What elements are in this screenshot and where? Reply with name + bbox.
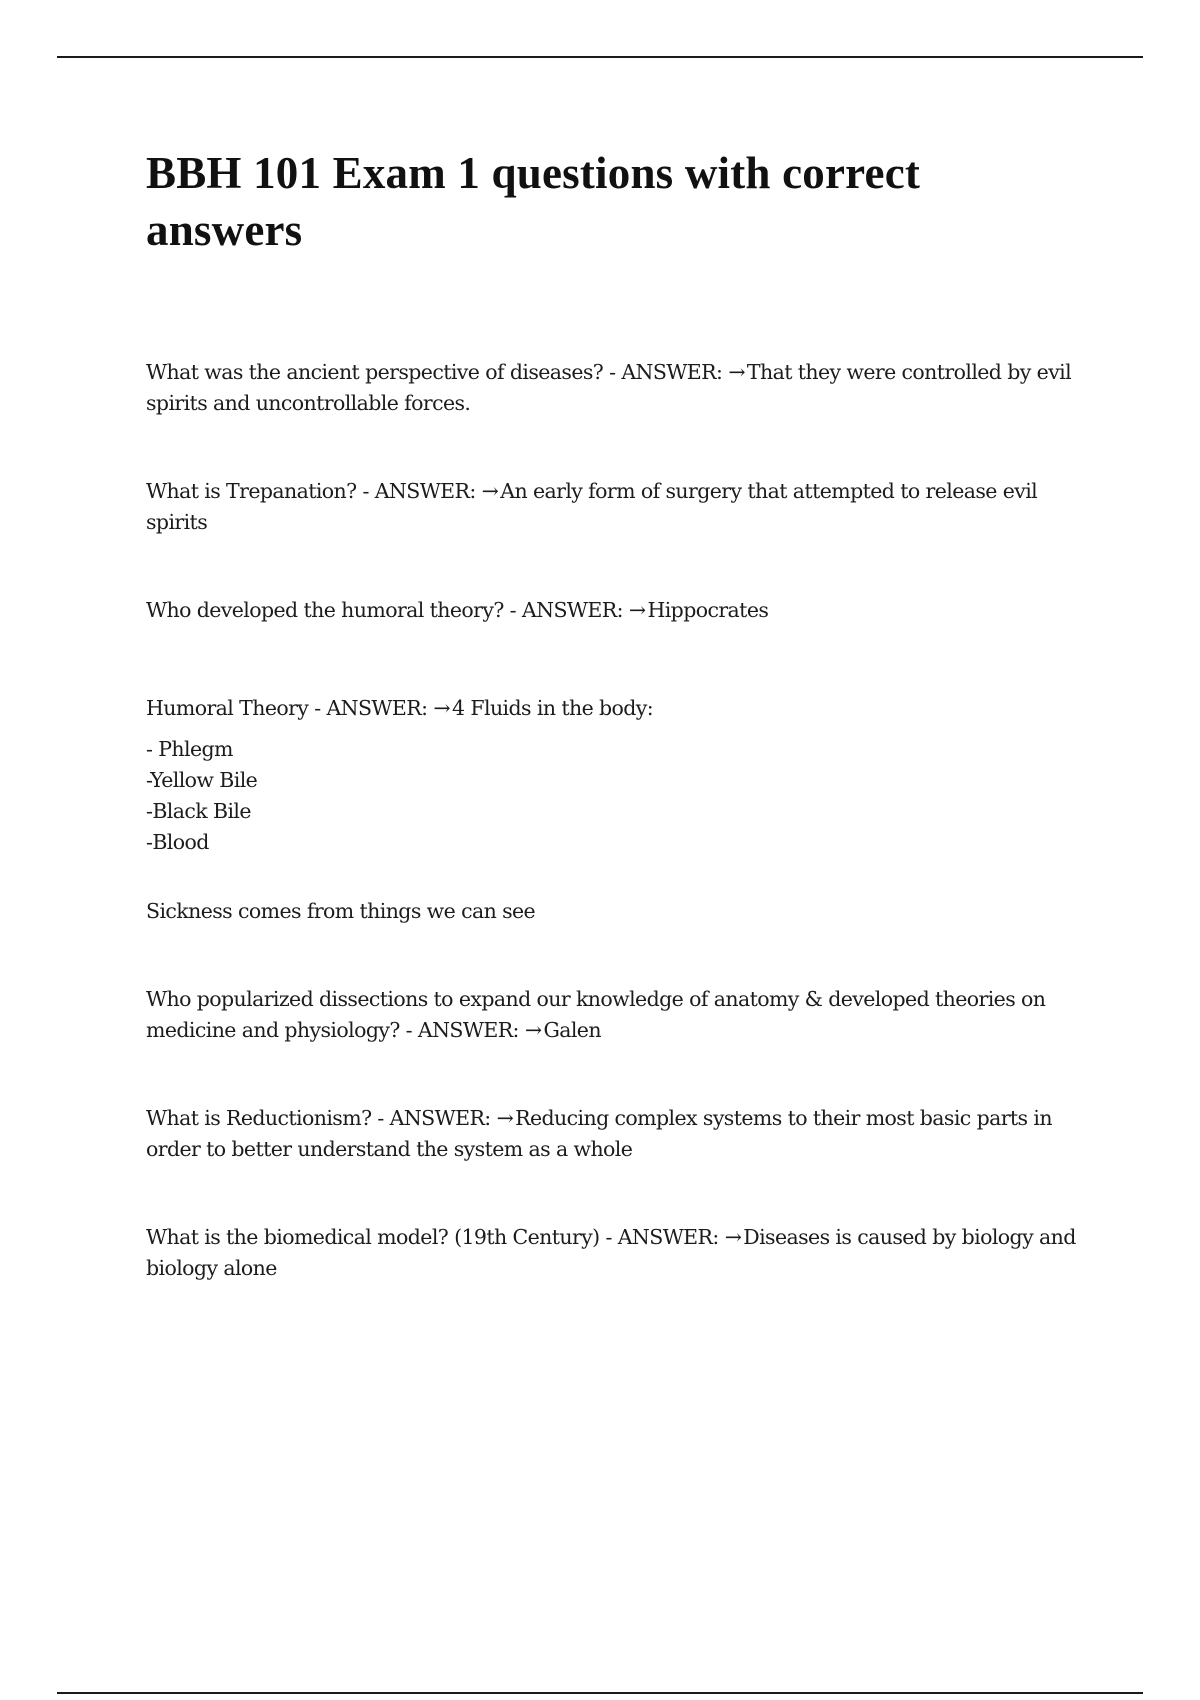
answer-text: Galen bbox=[543, 1018, 601, 1042]
answer-text: Reducing complex systems to their most basic parts in order to better understand the system as a whole bbox=[146, 1106, 1052, 1161]
question-text: What is the biomedical model? (19th Century) - ANSWER: bbox=[146, 1225, 719, 1249]
question-text: Who developed the humoral theory? - ANSWER: bbox=[146, 598, 623, 622]
answer-text: Hippocrates bbox=[647, 598, 769, 622]
top-divider bbox=[57, 56, 1143, 58]
arrow-icon: → bbox=[628, 598, 646, 622]
list-item: -Blood bbox=[146, 830, 209, 854]
arrow-icon: → bbox=[728, 360, 745, 384]
list-item: - Phlegm bbox=[146, 737, 233, 761]
question-text: Humoral Theory - ANSWER: bbox=[146, 696, 428, 720]
arrow-icon: → bbox=[524, 1018, 542, 1042]
answer-text: An early form of surgery that attempted to release evil spirits bbox=[146, 479, 1038, 534]
answer-text: Diseases is caused by biology and biology alone bbox=[146, 1225, 1076, 1280]
qa-entry bbox=[146, 984, 1086, 1046]
question-text: Who popularized dissections to expand our knowledge of anatomy & developed theories on medicine and physiology? - ANSWER: bbox=[146, 987, 1046, 1042]
question-text: What was the ancient perspective of diseases? - ANSWER: bbox=[146, 360, 723, 384]
qa-entry bbox=[146, 476, 1086, 538]
answer-text: 4 Fluids in the body: bbox=[452, 696, 654, 720]
qa-entry bbox=[146, 357, 1086, 419]
qa-entry bbox=[146, 1103, 1086, 1165]
qa-list bbox=[146, 357, 1086, 1284]
bottom-divider bbox=[57, 1692, 1143, 1694]
question-text: What is Trepanation? - ANSWER: bbox=[146, 479, 476, 503]
answer-text: That they were controlled by evil spirits and uncontrollable forces. bbox=[146, 360, 1072, 415]
question-text: What is Reductionism? - ANSWER: bbox=[146, 1106, 491, 1130]
arrow-icon: → bbox=[433, 696, 450, 720]
fluid-list bbox=[146, 734, 1086, 858]
arrow-icon: → bbox=[724, 1225, 742, 1249]
arrow-icon: → bbox=[496, 1106, 514, 1130]
list-item: -Black Bile bbox=[146, 799, 251, 823]
qa-entry bbox=[146, 595, 1086, 626]
qa-entry bbox=[146, 693, 1086, 927]
document-body bbox=[146, 145, 1086, 1284]
note-text: Sickness comes from things we can see bbox=[146, 899, 536, 923]
document-title: BBH 101 Exam 1 questions with correct answers bbox=[146, 148, 921, 255]
qa-entry bbox=[146, 1222, 1086, 1284]
list-item: -Yellow Bile bbox=[146, 768, 258, 792]
arrow-icon: → bbox=[481, 479, 499, 503]
